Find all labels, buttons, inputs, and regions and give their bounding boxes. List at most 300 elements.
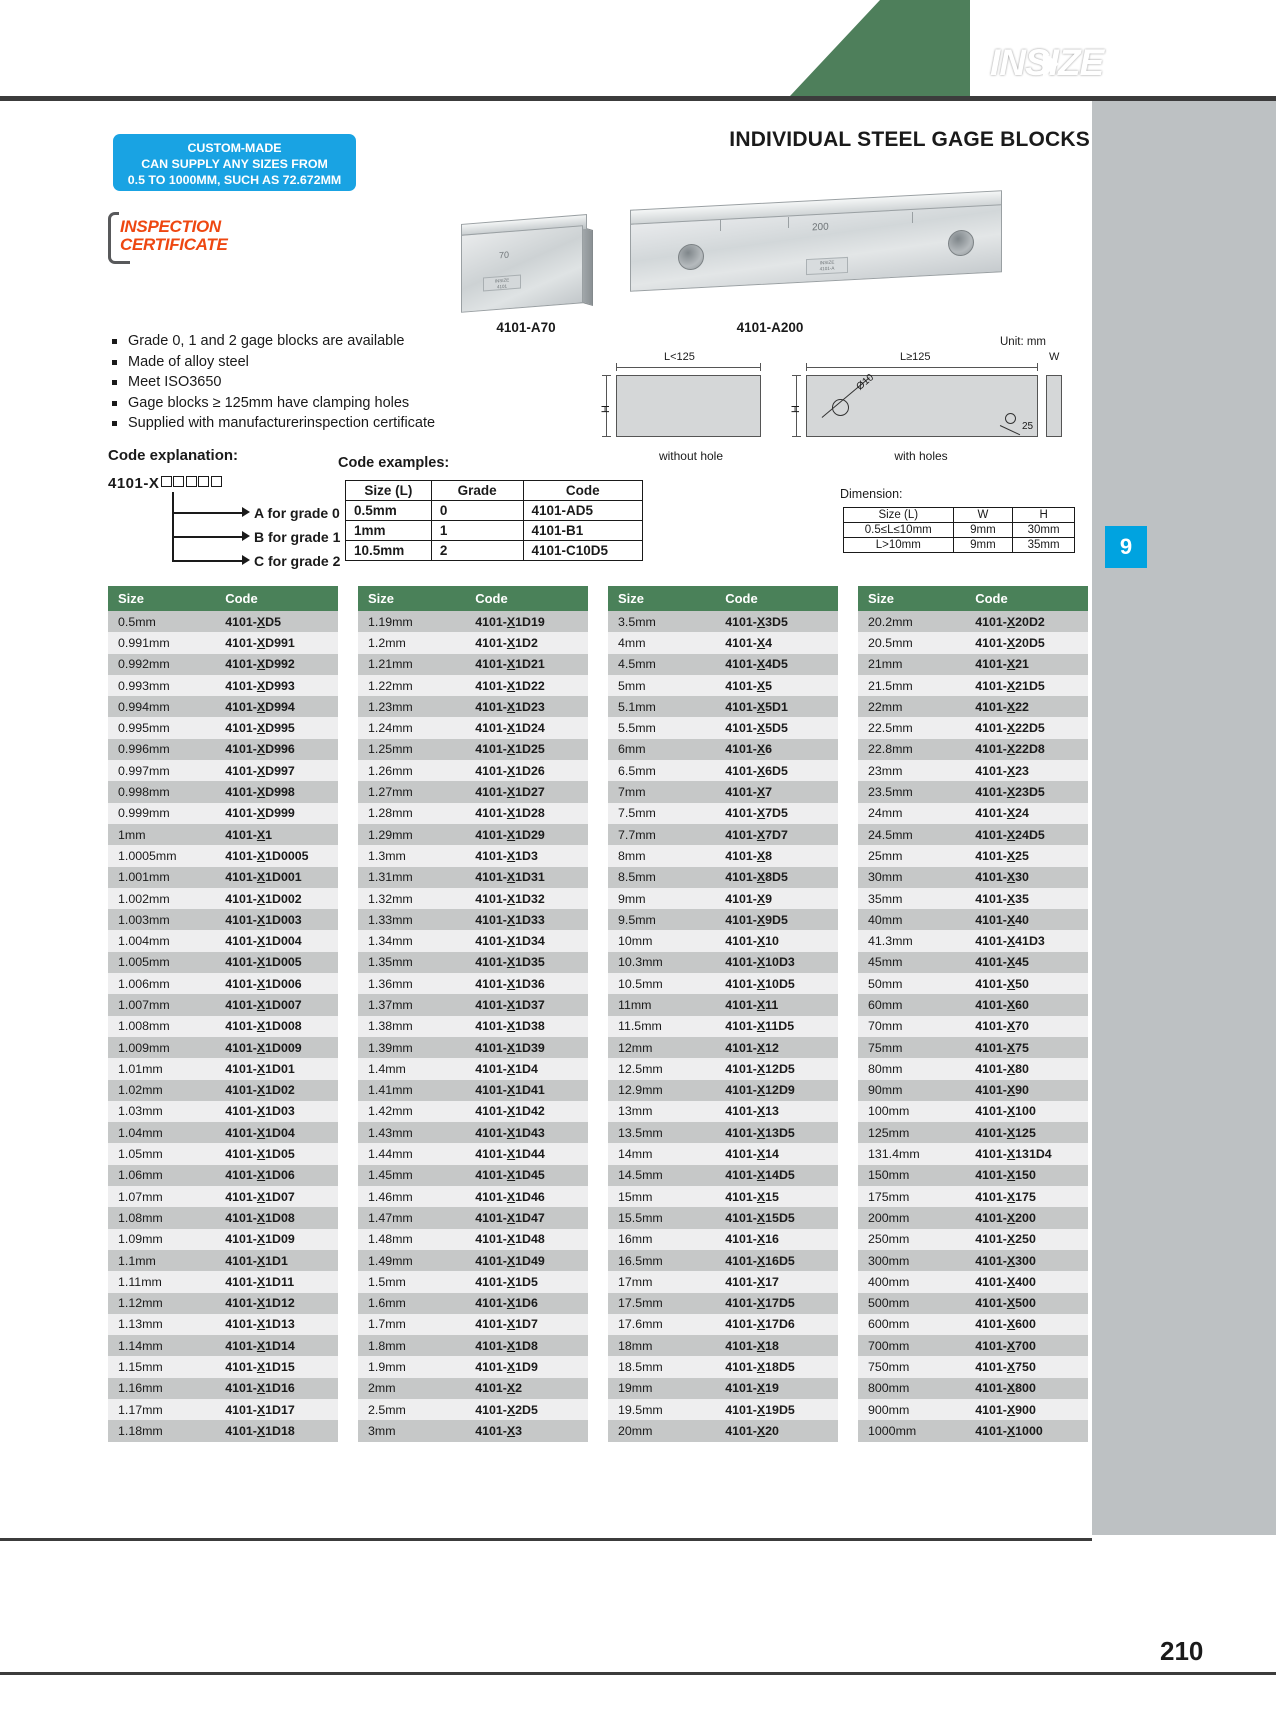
table-row (358, 1250, 588, 1271)
table-row (858, 952, 1088, 973)
cell-size: 1.9mm (358, 1356, 459, 1377)
cell-size-range: 0.5≤L≤10mm (844, 523, 954, 538)
inspection-certificate-logo (108, 212, 308, 264)
size-code-column-3 (608, 586, 838, 1442)
table-row (108, 952, 338, 973)
cell-size: 3.5mm (608, 611, 709, 632)
table-row (858, 1080, 1088, 1101)
cell-size: 7mm (608, 781, 709, 802)
table-row (608, 1420, 838, 1441)
footer-divider-bottom (0, 1672, 1276, 1675)
cell-size: 20.5mm (858, 632, 959, 653)
cell-code: 4101-X1D45 (459, 1165, 588, 1186)
table-row (358, 888, 588, 909)
block-size-mark: 70 (499, 249, 510, 261)
code-box-icon (186, 476, 197, 487)
table-row (108, 654, 338, 675)
cell-size: 1.24mm (358, 717, 459, 738)
table-row (858, 1016, 1088, 1037)
table-row (108, 675, 338, 696)
code-pattern (108, 475, 222, 492)
arrow-icon (242, 507, 250, 517)
cell-code: 4101-X1D28 (459, 803, 588, 824)
cell-code: 4101-X9D5 (709, 909, 838, 930)
size-code-column-1 (108, 586, 338, 1442)
cell-code: 4101-B1 (523, 521, 642, 541)
table-row (858, 781, 1088, 802)
table-row (108, 1101, 338, 1122)
cell-code: 4101-X1D15 (209, 1356, 338, 1377)
table-row (108, 1165, 338, 1186)
table-row (858, 611, 1088, 632)
cell-size: 3mm (358, 1420, 459, 1441)
cell-code: 4101-X1D09 (209, 1229, 338, 1250)
table-row (108, 1335, 338, 1356)
cell-size: 10mm (608, 930, 709, 951)
table-row (358, 1165, 588, 1186)
table-row (608, 1165, 838, 1186)
table-row (358, 1058, 588, 1079)
table-row (858, 1293, 1088, 1314)
cell-code: 4101-X21D5 (959, 675, 1088, 696)
cell-size: 10.5mm (608, 973, 709, 994)
table-row (108, 1229, 338, 1250)
certificate-line-2: CERTIFICATE (120, 235, 228, 254)
cell-code: 4101-XD991 (209, 632, 338, 653)
cell-code: 4101-X1D001 (209, 867, 338, 888)
table-row (858, 739, 1088, 760)
cell-code: 4101-X1D05 (209, 1143, 338, 1164)
cell-size: 16mm (608, 1229, 709, 1250)
size-code-table (108, 586, 338, 1442)
table-row (358, 1293, 588, 1314)
table-row (108, 1250, 338, 1271)
col-header-size: Size (L) (844, 508, 954, 523)
cell-code: 4101-X1D04 (209, 1122, 338, 1143)
cell-size: 1.01mm (108, 1058, 209, 1079)
cell-code: 4101-X3 (459, 1420, 588, 1441)
cell-code: 4101-X125 (959, 1122, 1088, 1143)
cell-size: 1.15mm (108, 1356, 209, 1377)
unit-note: Unit: mm (1000, 336, 1046, 348)
bar-tick-mark (720, 220, 721, 231)
cell-size: 1.23mm (358, 696, 459, 717)
cell-code: 4101-X600 (959, 1314, 1088, 1335)
table-row (108, 909, 338, 930)
cell-code: 4101-X1D34 (459, 930, 588, 951)
table-row (858, 824, 1088, 845)
block-width-face (1046, 375, 1062, 437)
cell-code: 4101-X1D21 (459, 654, 588, 675)
code-brace-vertical (172, 492, 174, 562)
cell-code: 4101-X1D009 (209, 1037, 338, 1058)
table-row (108, 888, 338, 909)
cell-code: 4101-X1D31 (459, 867, 588, 888)
cell-code: 4101-X4D5 (709, 654, 838, 675)
cell-size: 1.14mm (108, 1335, 209, 1356)
feature-item (110, 352, 580, 373)
cell-size: 4.5mm (608, 654, 709, 675)
table-row (858, 1399, 1088, 1420)
cell-size: 15mm (608, 1186, 709, 1207)
cell-size: 1.04mm (108, 1122, 209, 1143)
cell-size: 23.5mm (858, 781, 959, 802)
cell-size: 1.06mm (108, 1165, 209, 1186)
table-row (608, 1293, 838, 1314)
edge-hole-symbol-icon (1005, 413, 1016, 424)
table-row (108, 1293, 338, 1314)
table-row (844, 538, 1075, 553)
cell-size: 1.6mm (358, 1293, 459, 1314)
cell-code: 4101-X1D36 (459, 973, 588, 994)
table-row (608, 675, 838, 696)
table-row (108, 739, 338, 760)
table-header-row (844, 508, 1075, 523)
cell-size: 9.5mm (608, 909, 709, 930)
cell-code: 4101-X17D5 (709, 1293, 838, 1314)
cell-size: 1.44mm (358, 1143, 459, 1164)
cell-size: 1.28mm (358, 803, 459, 824)
cell-code: 4101-X1D01 (209, 1058, 338, 1079)
dim-tick (1037, 363, 1038, 371)
cell-size: 13.5mm (608, 1122, 709, 1143)
cell-size: 17mm (608, 1271, 709, 1292)
code-brace-branch (172, 536, 244, 538)
table-row (346, 541, 643, 561)
table-row (608, 1229, 838, 1250)
length-label: L<125 (664, 351, 695, 363)
table-row (358, 1186, 588, 1207)
cell-size: 0.991mm (108, 632, 209, 653)
dim-line-horizontal (616, 367, 761, 368)
insize-left-arrow-icon (972, 51, 988, 77)
diagram-with-holes (790, 351, 1090, 470)
col-header-grade: Grade (431, 481, 523, 501)
cell-code: 4101-X17D6 (709, 1314, 838, 1335)
table-row (358, 930, 588, 951)
table-row (608, 1378, 838, 1399)
table-row (608, 696, 838, 717)
table-row (358, 803, 588, 824)
table-row (858, 930, 1088, 951)
cell-size: 1.5mm (358, 1271, 459, 1292)
cell-code: 4101-X1D005 (209, 952, 338, 973)
table-header-row (346, 481, 643, 501)
bullet-icon (112, 360, 117, 365)
cell-size: 800mm (858, 1378, 959, 1399)
table-row (358, 1207, 588, 1228)
table-row (358, 1143, 588, 1164)
bullet-icon (112, 380, 117, 385)
cell-size: 19.5mm (608, 1399, 709, 1420)
cell-size: 1.1mm (108, 1250, 209, 1271)
table-row (358, 952, 588, 973)
table-row (108, 1186, 338, 1207)
cell-size: 12.9mm (608, 1080, 709, 1101)
cell-code: 4101-C10D5 (523, 541, 642, 561)
cell-code: 4101-X16 (709, 1229, 838, 1250)
cell-code: 4101-X1D14 (209, 1335, 338, 1356)
cell-code: 4101-X1D49 (459, 1250, 588, 1271)
feature-text: Made of alloy steel (128, 353, 249, 370)
cell-size: 0.994mm (108, 696, 209, 717)
cell-size: 70mm (858, 1016, 959, 1037)
size-code-table (608, 586, 838, 1442)
cell-size: 0.999mm (108, 803, 209, 824)
table-row (608, 1058, 838, 1079)
cell-code: 4101-X25 (959, 845, 1088, 866)
table-row (108, 1037, 338, 1058)
badge-line-1: CUSTOM-MADE (187, 141, 282, 155)
table-row (858, 1101, 1088, 1122)
cell-code: 4101-X1D25 (459, 739, 588, 760)
dim-tick (616, 363, 617, 371)
cell-code: 4101-X3D5 (709, 611, 838, 632)
edge-distance-label: 25 (1022, 421, 1034, 432)
cell-size: 80mm (858, 1058, 959, 1079)
cell-size: 300mm (858, 1250, 959, 1271)
page-title: INDIVIDUAL STEEL GAGE BLOCKS (729, 128, 1090, 151)
table-row (858, 675, 1088, 696)
cell-size: 11.5mm (608, 1016, 709, 1037)
table-row (358, 739, 588, 760)
cell-size: 1.48mm (358, 1229, 459, 1250)
cell-code: 4101-X16D5 (709, 1250, 838, 1271)
code-brace-branch (172, 560, 244, 562)
col-header-code: Code (209, 586, 338, 611)
cell-width: 9mm (953, 538, 1013, 553)
cell-code: 4101-X11D5 (709, 1016, 838, 1037)
table-row (858, 1165, 1088, 1186)
cell-code: 4101-X1 (209, 824, 338, 845)
cell-size: 100mm (858, 1101, 959, 1122)
table-row (608, 803, 838, 824)
bullet-icon (112, 421, 117, 426)
table-row (608, 1186, 838, 1207)
table-row (358, 1122, 588, 1143)
cell-code: 4101-XD5 (209, 611, 338, 632)
cell-code: 4101-X1D8 (459, 1335, 588, 1356)
page-header (0, 0, 1276, 101)
cell-size: 700mm (858, 1335, 959, 1356)
cell-height: 30mm (1013, 523, 1075, 538)
table-row (608, 654, 838, 675)
cell-code: 4101-X18 (709, 1335, 838, 1356)
table-row (608, 1101, 838, 1122)
grade-label-0: A for grade 0 (254, 505, 340, 521)
table-row (608, 930, 838, 951)
table-row (608, 1335, 838, 1356)
cell-code: 4101-X10D5 (709, 973, 838, 994)
cell-code: 4101-XD997 (209, 760, 338, 781)
cell-code: 4101-X70 (959, 1016, 1088, 1037)
table-row (858, 1122, 1088, 1143)
cell-size: 175mm (858, 1186, 959, 1207)
length-label: L≥125 (900, 351, 931, 363)
cell-size: 1.18mm (108, 1420, 209, 1441)
table-row (108, 1314, 338, 1335)
cell-size: 9mm (608, 888, 709, 909)
cell-code: 4101-X1D006 (209, 973, 338, 994)
col-header-size: Size (108, 586, 209, 611)
cell-code: 4101-X1D1 (209, 1250, 338, 1271)
cell-size: 900mm (858, 1399, 959, 1420)
cell-size: 10.5mm (346, 541, 432, 561)
table-row (108, 760, 338, 781)
cell-size: 8mm (608, 845, 709, 866)
feature-text: Gage blocks ≥ 125mm have clamping holes (128, 394, 410, 411)
table-row (358, 675, 588, 696)
cell-size: 2.5mm (358, 1399, 459, 1420)
cell-size: 11mm (608, 994, 709, 1015)
table-row (358, 1080, 588, 1101)
cell-size: 1.009mm (108, 1037, 209, 1058)
table-row (608, 1271, 838, 1292)
arrow-icon (242, 555, 250, 565)
cell-code: 4101-X1D004 (209, 930, 338, 951)
table-row (858, 867, 1088, 888)
diagram-caption-with-holes: with holes (894, 449, 948, 463)
cell-size: 125mm (858, 1122, 959, 1143)
cell-code: 4101-X1D35 (459, 952, 588, 973)
table-row (108, 867, 338, 888)
table-row (108, 1080, 338, 1101)
code-pattern-prefix: 4101-X (108, 475, 160, 492)
cell-code: 4101-X75 (959, 1037, 1088, 1058)
table-header-row (608, 586, 838, 611)
cell-code: 4101-X1D47 (459, 1207, 588, 1228)
cell-size: 22mm (858, 696, 959, 717)
cell-size: 5.1mm (608, 696, 709, 717)
table-row (108, 1271, 338, 1292)
bar-engraved-label: INSIZE 4101-A (806, 257, 848, 275)
table-row (608, 781, 838, 802)
cell-code: 4101-X1D24 (459, 717, 588, 738)
cell-size: 14.5mm (608, 1165, 709, 1186)
cell-size: 7.5mm (608, 803, 709, 824)
cell-code: 4101-X35 (959, 888, 1088, 909)
table-row (608, 632, 838, 653)
product-photo-a200 (622, 200, 1012, 312)
table-row (358, 824, 588, 845)
cell-size: 5mm (608, 675, 709, 696)
cell-code: 4101-X1D46 (459, 1186, 588, 1207)
cell-size: 1.42mm (358, 1101, 459, 1122)
cell-code: 4101-X24 (959, 803, 1088, 824)
table-row (858, 1271, 1088, 1292)
cell-code: 4101-X14D5 (709, 1165, 838, 1186)
cell-size: 0.993mm (108, 675, 209, 696)
cell-size: 0.5mm (108, 611, 209, 632)
diagram-caption-without-hole: without hole (658, 449, 724, 463)
table-row (108, 1016, 338, 1037)
table-row (358, 867, 588, 888)
col-header-code: Code (523, 481, 642, 501)
cell-size: 1.27mm (358, 781, 459, 802)
table-row (608, 845, 838, 866)
table-row (608, 739, 838, 760)
table-row (608, 1314, 838, 1335)
cell-code: 4101-X900 (959, 1399, 1088, 1420)
table-row (608, 952, 838, 973)
table-row (358, 845, 588, 866)
cell-size: 4mm (608, 632, 709, 653)
cell-size: 0.998mm (108, 781, 209, 802)
table-row (358, 973, 588, 994)
table-row (108, 824, 338, 845)
cell-code: 4101-X8D5 (709, 867, 838, 888)
cell-size: 50mm (858, 973, 959, 994)
table-row (346, 521, 643, 541)
grade-label-2: C for grade 2 (254, 553, 341, 569)
table-row (608, 717, 838, 738)
cell-code: 4101-X1D19 (459, 611, 588, 632)
cell-height: 35mm (1013, 538, 1075, 553)
table-row (358, 1016, 588, 1037)
cell-size: 1.7mm (358, 1314, 459, 1335)
table-row (358, 632, 588, 653)
cell-size: 23mm (858, 760, 959, 781)
cell-size: 30mm (858, 867, 959, 888)
cell-size: 1.17mm (108, 1399, 209, 1420)
cell-code: 4101-X1D003 (209, 909, 338, 930)
cell-size: 1.25mm (358, 739, 459, 760)
cell-code: 4101-X2D5 (459, 1399, 588, 1420)
right-gray-margin (1092, 101, 1276, 1535)
cell-width: 9mm (953, 523, 1013, 538)
table-row (858, 654, 1088, 675)
table-row (346, 501, 643, 521)
table-row (858, 632, 1088, 653)
cell-size: 1.43mm (358, 1122, 459, 1143)
table-row (608, 867, 838, 888)
table-row (858, 803, 1088, 824)
cell-size: 8.5mm (608, 867, 709, 888)
cell-code: 4101-X1D6 (459, 1293, 588, 1314)
col-header-size: Size (858, 586, 959, 611)
block-outline (616, 375, 761, 437)
cell-size: 1.2mm (358, 632, 459, 653)
cell-code: 4101-X1D007 (209, 994, 338, 1015)
custom-made-badge (113, 134, 356, 191)
cell-code: 4101-XD996 (209, 739, 338, 760)
cell-code: 4101-X1D0005 (209, 845, 338, 866)
cell-size: 22.5mm (858, 717, 959, 738)
cell-size: 500mm (858, 1293, 959, 1314)
bar-size-mark: 200 (812, 221, 829, 234)
table-row (358, 1399, 588, 1420)
table-row (858, 1356, 1088, 1377)
feature-text: Meet ISO3650 (128, 374, 222, 390)
dim-tick (760, 363, 761, 371)
cell-size: 7.7mm (608, 824, 709, 845)
table-row (858, 909, 1088, 930)
cell-code: 4101-X1D08 (209, 1207, 338, 1228)
cell-code: 4101-XD993 (209, 675, 338, 696)
cell-size: 1.03mm (108, 1101, 209, 1122)
block-front-face (461, 225, 583, 313)
table-row (858, 1143, 1088, 1164)
table-row (108, 1122, 338, 1143)
table-row (358, 1229, 588, 1250)
table-row (108, 1058, 338, 1079)
cell-code: 4101-X1D22 (459, 675, 588, 696)
table-row (608, 1250, 838, 1271)
cell-code: 4101-X1D13 (209, 1314, 338, 1335)
table-row (858, 717, 1088, 738)
cell-code: 4101-XD995 (209, 717, 338, 738)
table-row (108, 930, 338, 951)
